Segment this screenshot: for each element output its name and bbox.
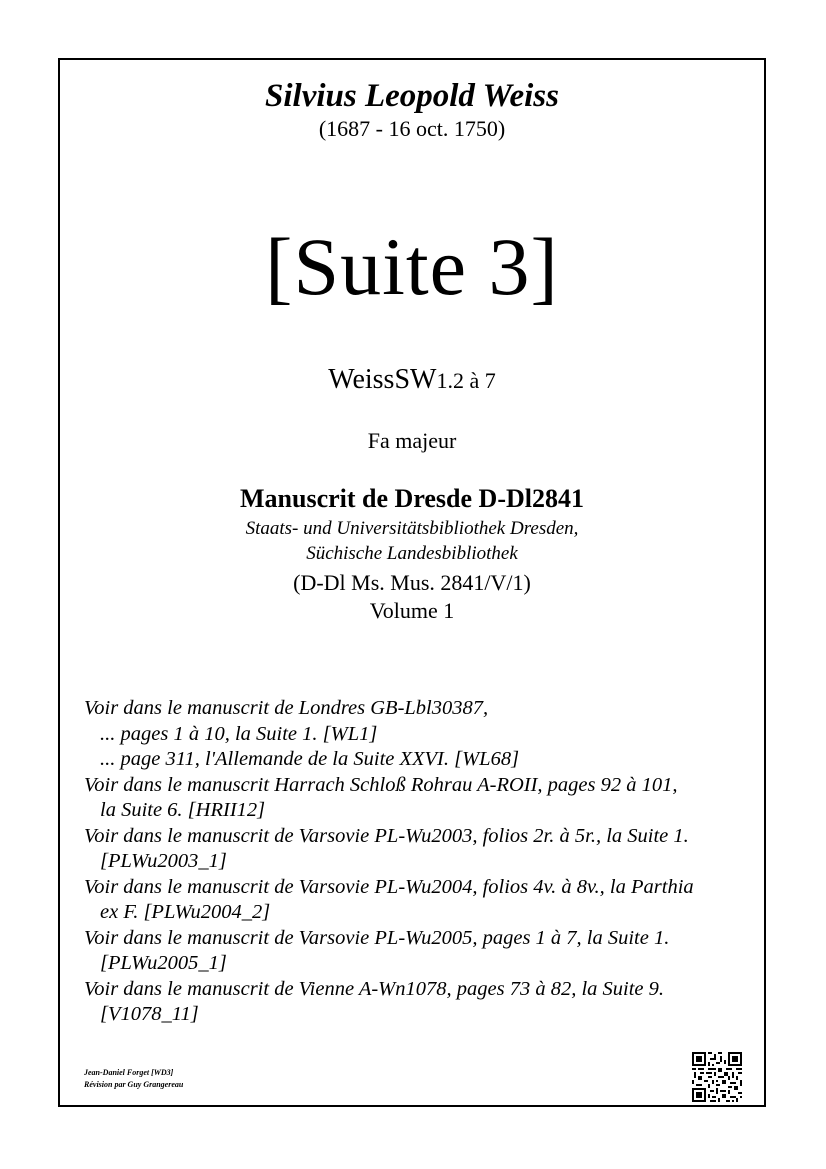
reference-line: Voir dans le manuscrit de Vienne A-Wn1078, pages 73 à 82, la Suite 9. [84, 977, 665, 1000]
reference-line: Voir dans le manuscrit de Varsovie PL-Wu2004, folios 4v. à 8v., la Parthia [84, 875, 694, 898]
credit-revision: Révision par Guy Grangereau [84, 1080, 184, 1089]
catalog-prefix: WeissSW [328, 364, 437, 395]
qr-code-icon [692, 1052, 742, 1102]
credit-author: Jean-Daniel Forget [WD3] [84, 1068, 174, 1077]
reference-line: [PLWu2005_1] [100, 952, 227, 974]
catalog-numbers: 1.2 à 7 [436, 368, 496, 393]
page-frame [58, 58, 766, 1107]
reference-line: Voir dans le manuscrit de Londres GB-Lbl30387, [84, 697, 489, 719]
reference-line: [V1078_11] [100, 1003, 199, 1025]
reference-line: [PLWu2003_1] [100, 850, 227, 872]
catalog-number [60, 364, 764, 396]
credits [84, 1067, 183, 1091]
reference-line: ex F. [PLWu2004_2] [100, 901, 271, 923]
shelfmark: (D-Dl Ms. Mus. 2841/V/1) [293, 570, 531, 595]
work-title: [Suite 3] [265, 221, 559, 312]
volume: Volume 1 [369, 598, 455, 623]
reference-line: Voir dans le manuscrit de Varsovie PL-Wu2005, pages 1 à 7, la Suite 1. [84, 926, 670, 949]
reference-line: la Suite 6. [HRII12] [100, 799, 266, 821]
composer-name: Silvius Leopold Weiss [265, 78, 559, 114]
library-line-2: Süchische Landesbibliothek [306, 543, 518, 564]
reference-line: Voir dans le manuscrit de Varsovie PL-Wu2003, folios 2r. à 5r., la Suite 1. [84, 824, 689, 847]
reference-line: Voir dans le manuscrit Harrach Schloß Rohrau A-ROII, pages 92 à 101, [84, 773, 678, 796]
key-signature: Fa majeur [367, 428, 457, 453]
manuscript-title: Manuscrit de Dresde D-Dl2841 [240, 484, 584, 513]
library-line-1: Staats- und Universitätsbibliothek Dresden, [245, 518, 579, 539]
references-list [84, 696, 764, 1028]
reference-line: ... page 311, l'Allemande de la Suite XXVI. [WL68] [100, 748, 520, 770]
reference-line: ... pages 1 à 10, la Suite 1. [WL1] [100, 722, 378, 745]
composer-dates: (1687 - 16 oct. 1750) [318, 116, 506, 141]
